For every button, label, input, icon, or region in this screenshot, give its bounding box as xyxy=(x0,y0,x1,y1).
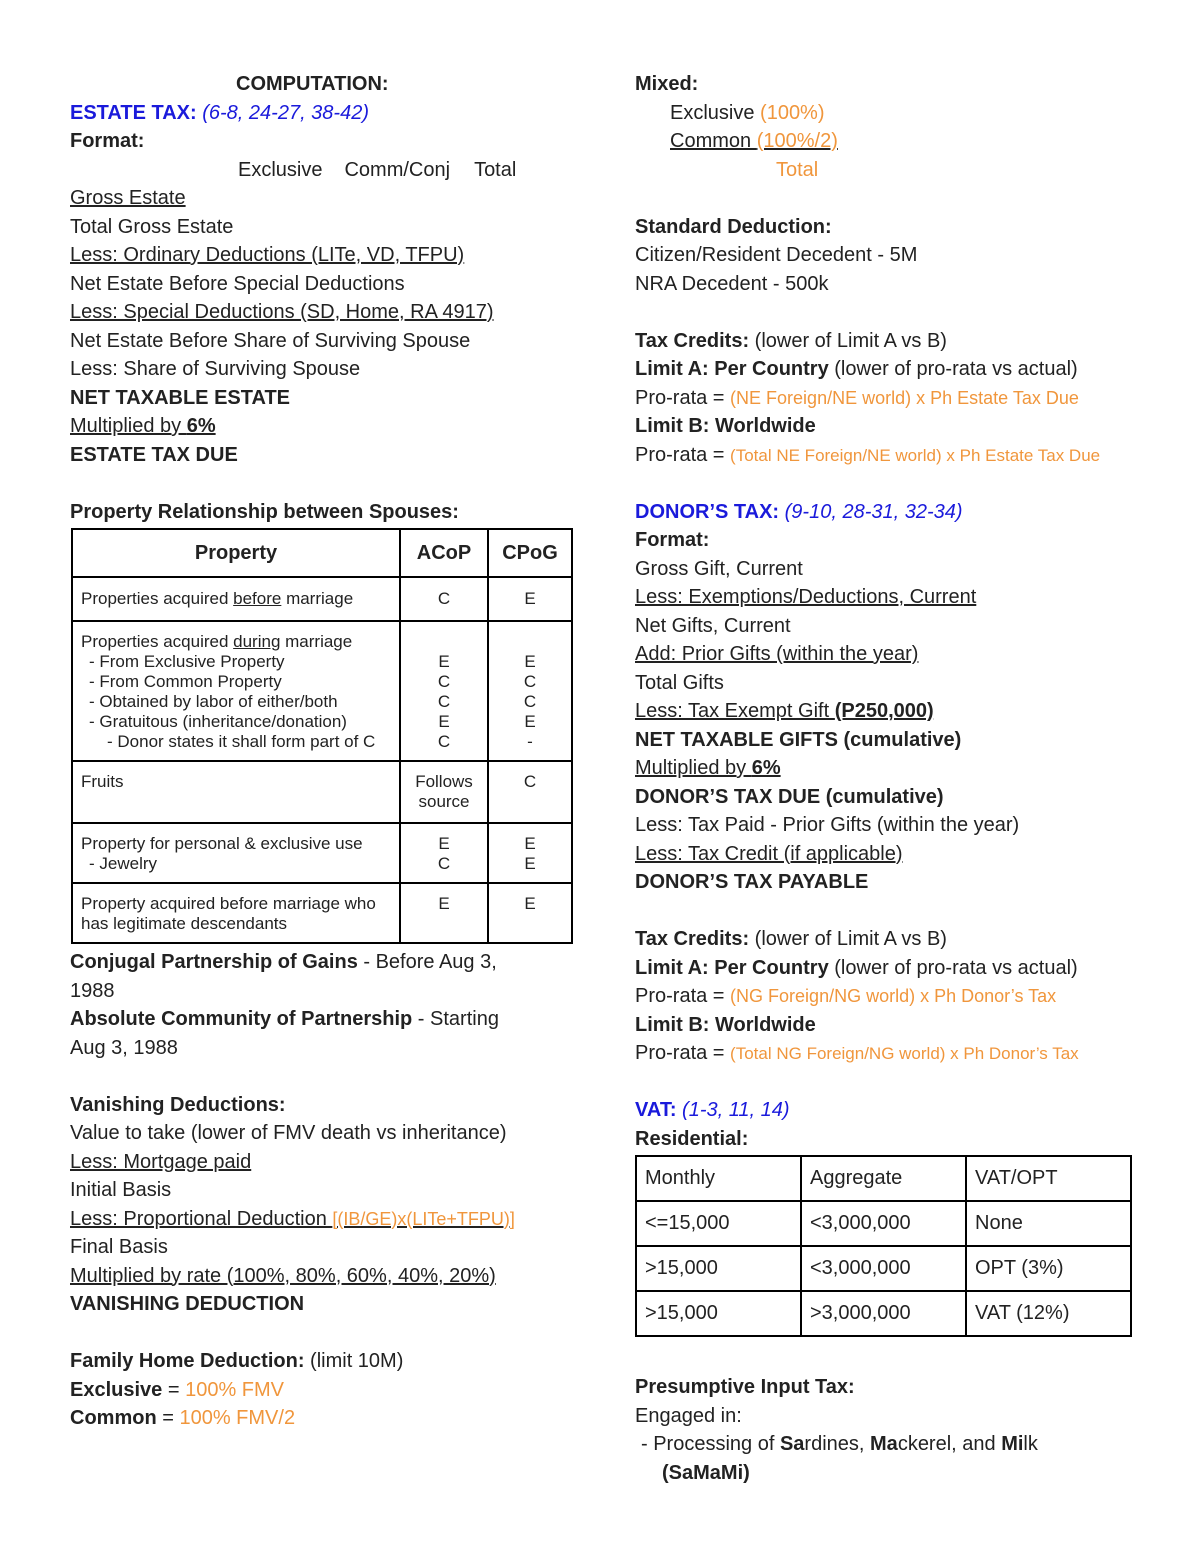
table-row: >15,000 <3,000,000 OPT (3%) xyxy=(636,1246,1131,1291)
table-row xyxy=(72,883,572,943)
estate-prorata-b: Pro-rata = (Total NE Foreign/NE world) x Ph Estate Tax Due xyxy=(635,443,1101,466)
cpg-definition: Conjugal Partnership of Gains - Before Aug 3, xyxy=(70,951,497,973)
acp-definition-cont: Aug 3, 1988 xyxy=(70,1036,178,1059)
row-legitimate-descendants: Property acquired before marriage who has legitimate descendants xyxy=(72,883,400,943)
col-exclusive: Exclusive xyxy=(238,158,323,181)
vat-header-monthly: Monthly xyxy=(636,1156,801,1201)
estate-line: Net Estate Before Share of Surviving Spouse xyxy=(70,329,471,352)
engaged-in: Engaged in: xyxy=(635,1404,742,1427)
table-header-row xyxy=(72,529,572,577)
net-taxable-gifts: NET TAXABLE GIFTS (cumulative) xyxy=(635,728,962,751)
donor-limit-b: Limit B: Worldwide xyxy=(635,1013,816,1036)
vanishing-line: Initial Basis xyxy=(70,1179,172,1201)
estate-line: Net Estate Before Special Deductions xyxy=(70,272,405,295)
estate-tax-title: ESTATE TAX: xyxy=(70,101,197,124)
estate-column-headers xyxy=(70,156,575,185)
donors-tax-payable: DONOR’S TAX PAYABLE xyxy=(635,871,869,893)
donor-line: Gross Gift, Current xyxy=(635,557,803,580)
vat-heading: VAT: (1-3, 11, 14) xyxy=(635,1099,790,1121)
net-taxable-estate: NET TAXABLE ESTATE xyxy=(70,386,290,409)
vat-table xyxy=(635,1155,1132,1337)
table-row xyxy=(72,577,572,621)
family-exclusive: Exclusive = 100% FMV xyxy=(70,1378,285,1401)
processing-line: - Processing of Sardines, Mackerel, and Milk xyxy=(641,1433,1038,1455)
property-relationship-title: Property Relationship between Spouses: xyxy=(70,500,459,523)
cpg-definition-cont: 1988 xyxy=(70,979,115,1002)
donor-prorata-a: Pro-rata = (NG Foreign/NG world) x Ph Donor’s Tax xyxy=(635,985,1057,1007)
col-total: Total xyxy=(474,158,517,181)
donor-line: Net Gifts, Current xyxy=(635,614,791,637)
row-fruits: Fruits xyxy=(72,761,400,823)
table-row xyxy=(72,823,572,883)
estate-multiplier xyxy=(70,412,575,441)
estate-line: Less: Share of Surviving Spouse xyxy=(70,358,361,380)
donor-line: Total Gifts xyxy=(635,671,724,694)
estate-line: Less: Ordinary Deductions (LITe, VD, TFPU) xyxy=(70,244,465,266)
donors-tax-due: DONOR’S TAX DUE (cumulative) xyxy=(635,785,944,808)
estate-limit-b: Limit B: Worldwide xyxy=(635,415,816,437)
header-acop: ACoP xyxy=(400,529,488,577)
row-personal-use: Property for personal & exclusive use - Jewelry xyxy=(72,823,400,883)
estate-rate: 6% xyxy=(186,415,216,437)
donor-prorata-b: Pro-rata = (Total NG Foreign/NG world) x Ph Donor’s Tax xyxy=(635,1042,1079,1064)
estate-line: Gross Estate xyxy=(70,187,186,209)
std-nra: NRA Decedent - 500k xyxy=(635,272,829,295)
donors-tax-heading: DONOR’S TAX: (9-10, 28-31, 32-34) xyxy=(635,500,963,523)
cell-cpog: E C C E - xyxy=(488,621,572,761)
property-relationship-table xyxy=(71,528,573,944)
family-home-deduction: Family Home Deduction: (limit 10M) xyxy=(70,1350,404,1372)
less-tax-paid: Less: Tax Paid - Prior Gifts (within the year) xyxy=(635,814,1020,836)
mixed-exclusive: Exclusive (100%) xyxy=(670,101,825,124)
std-citizen: Citizen/Resident Decedent - 5M xyxy=(635,244,918,266)
cell-acop: E xyxy=(400,883,488,943)
cell-acop: C xyxy=(400,577,488,621)
vanishing-deductions-title: Vanishing Deductions: xyxy=(70,1093,286,1116)
donor-limit-a: Limit A: Per Country (lower of pro-rata vs actual) xyxy=(635,956,1078,979)
cell-cpog: E xyxy=(488,883,572,943)
donor-format-label: Format: xyxy=(635,529,710,551)
donor-line: Less: Exemptions/Deductions, Current xyxy=(635,586,977,608)
vanishing-line: Value to take (lower of FMV death vs inheritance) xyxy=(70,1122,507,1144)
multiplied-by-rate: Multiplied by rate (100%, 80%, 60%, 40%, 20%) xyxy=(70,1264,496,1287)
row-during-marriage: Properties acquired during marriage - From Exclusive Property - From Common Property - Obtained by labor of either/both - Gratuitous (inheritance/donation) - Donor states it shall form part of C xyxy=(72,621,400,761)
table-row: >15,000 >3,000,000 VAT (12%) xyxy=(636,1291,1131,1336)
donor-multiplier: Multiplied by 6% xyxy=(635,757,781,779)
estate-tax-heading xyxy=(70,99,575,128)
estate-tax-due: ESTATE TAX DUE xyxy=(70,443,238,466)
estate-line: Less: Special Deductions (SD, Home, RA 4917) xyxy=(70,301,494,323)
cell-cpog: E xyxy=(488,577,572,621)
row-before-marriage: Properties acquired before marriage xyxy=(72,577,400,621)
table-row: <=15,000 <3,000,000 None xyxy=(636,1201,1131,1246)
header-property: Property xyxy=(72,529,400,577)
less-tax-credit: Less: Tax Credit (if applicable) xyxy=(635,842,903,865)
presumptive-input-tax-title: Presumptive Input Tax: xyxy=(635,1376,855,1398)
cell-cpog: C xyxy=(488,761,572,823)
samami-mnemonic: (SaMaMi) xyxy=(662,1461,750,1484)
estate-prorata-a: Pro-rata = (NE Foreign/NE world) x Ph Estate Tax Due xyxy=(635,386,1079,409)
estate-tax-refs: (6-8, 24-27, 38-42) xyxy=(202,101,369,124)
family-common: Common = 100% FMV/2 xyxy=(70,1407,296,1429)
vanishing-deduction-total: VANISHING DEDUCTION xyxy=(70,1293,305,1315)
table-row xyxy=(636,1156,1131,1201)
residential-label: Residential: xyxy=(635,1127,749,1150)
header-cpog: CPoG xyxy=(488,529,572,577)
cell-acop: E C C E C xyxy=(400,621,488,761)
cell-cpog: E E xyxy=(488,823,572,883)
acp-definition: Absolute Community of Partnership - Starting xyxy=(70,1008,499,1030)
estate-format-label: Format: xyxy=(70,130,145,152)
estate-limit-a: Limit A: Per Country (lower of pro-rata vs actual) xyxy=(635,358,1078,380)
left-column xyxy=(70,70,575,1433)
vat-header-vat-opt: VAT/OPT xyxy=(966,1156,1131,1201)
standard-deduction-title: Standard Deduction: xyxy=(635,215,832,238)
estate-line: Total Gross Estate xyxy=(70,215,234,238)
multiplied-by-text: Multiplied by xyxy=(70,415,187,437)
mixed-title: Mixed: xyxy=(635,73,699,95)
right-column xyxy=(635,70,1155,1487)
vanishing-line: Less: Mortgage paid xyxy=(70,1150,252,1173)
tax-exempt-gift: Less: Tax Exempt Gift (P250,000) xyxy=(635,700,934,722)
table-row xyxy=(72,761,572,823)
computation-heading: COMPUTATION: xyxy=(236,73,389,95)
proportional-deduction: Less: Proportional Deduction [(IB/GE)x(LITe+TFPU)] xyxy=(70,1207,515,1230)
cell-acop: Follows source xyxy=(400,761,488,823)
vat-header-aggregate: Aggregate xyxy=(801,1156,966,1201)
mixed-total: Total xyxy=(776,158,819,181)
col-comm-conj: Comm/Conj xyxy=(344,158,451,181)
cell-acop: E C xyxy=(400,823,488,883)
final-basis: Final Basis xyxy=(70,1236,168,1258)
estate-tax-credits: Tax Credits: (lower of Limit A vs B) xyxy=(635,329,947,352)
donor-tax-credits: Tax Credits: (lower of Limit A vs B) xyxy=(635,928,947,950)
mixed-common: Common (100%/2) xyxy=(670,130,838,152)
table-row xyxy=(72,621,572,761)
donor-line: Add: Prior Gifts (within the year) xyxy=(635,643,919,665)
